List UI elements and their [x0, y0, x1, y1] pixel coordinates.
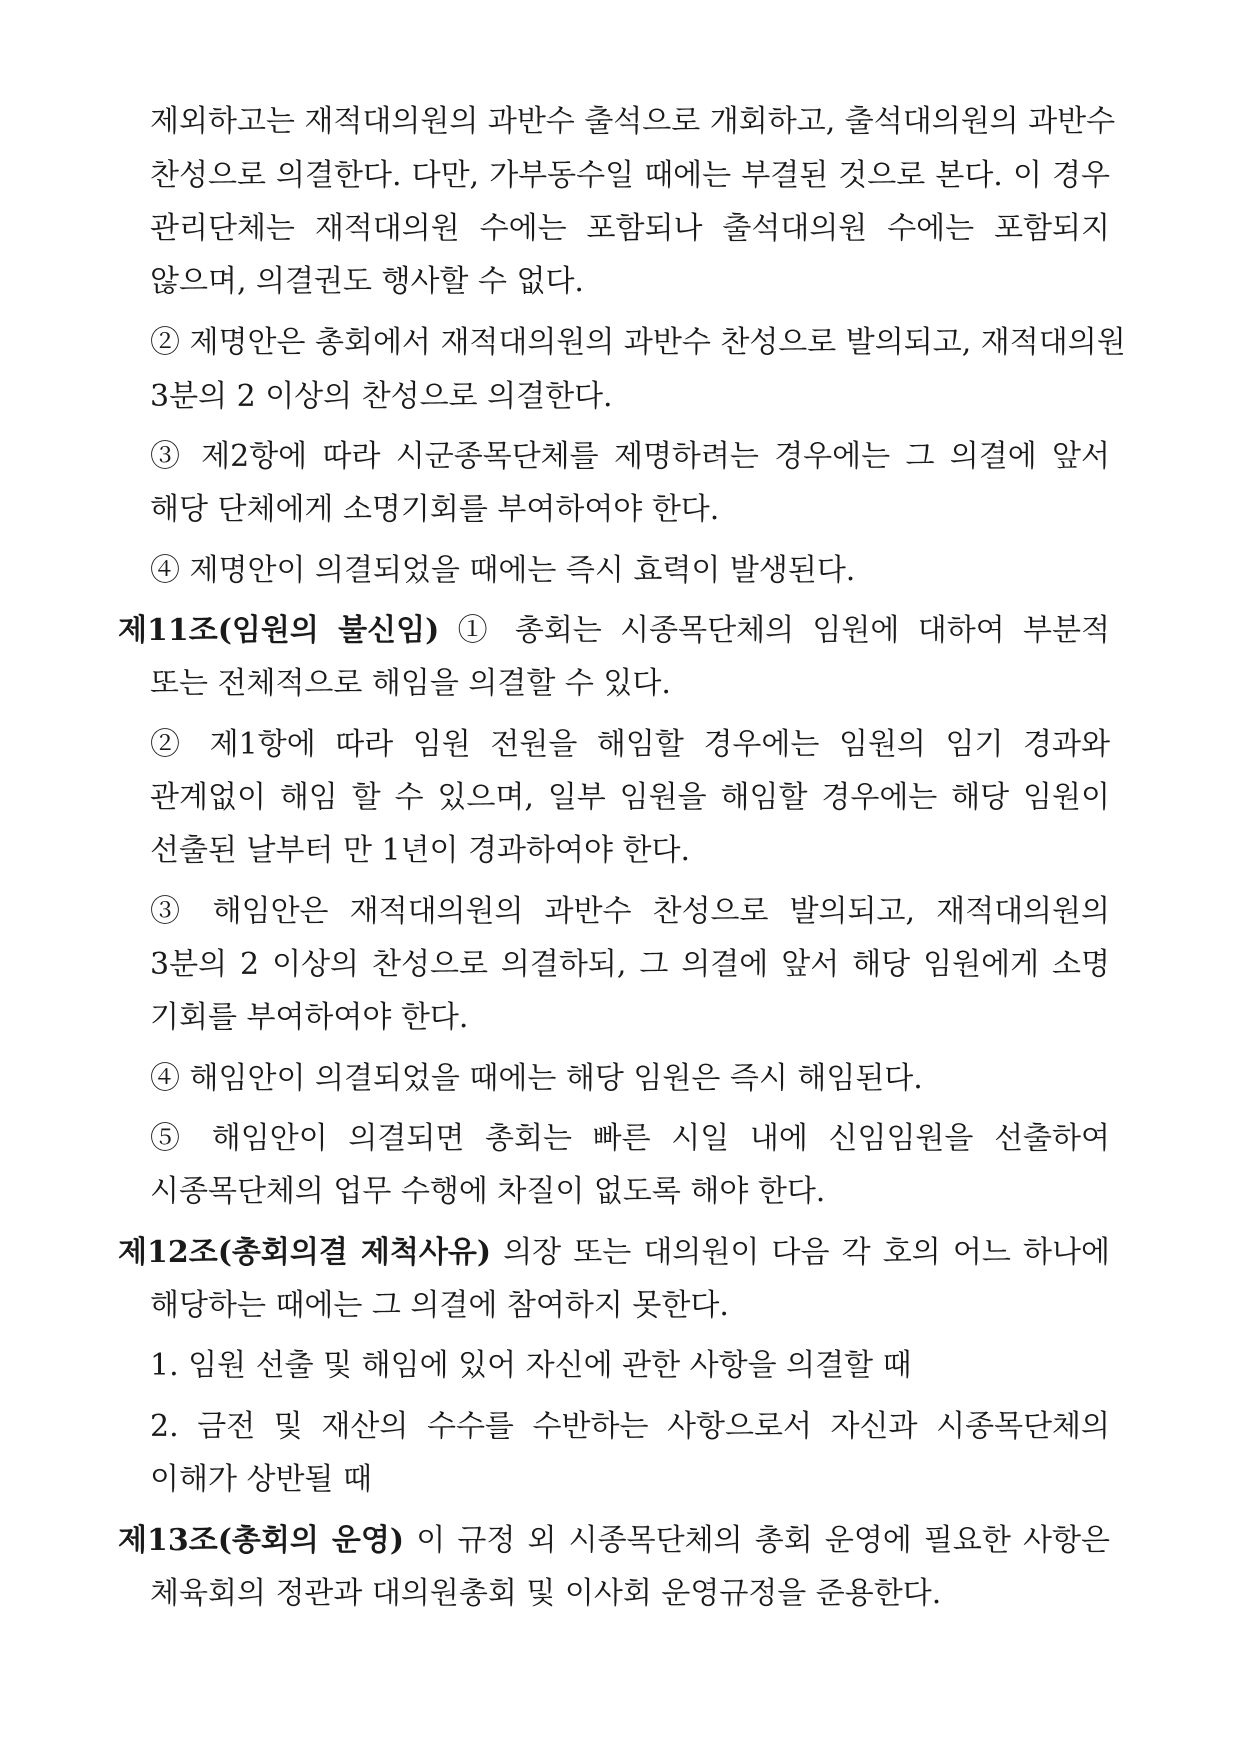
text-line: 3분의 2 이상의 찬성으로 의결하되, 그 의결에 앞서 해당 임원에게 소명 — [150, 947, 1110, 982]
article-12-text: 의장 또는 대의원이 다음 각 호의 어느 하나에 — [503, 1235, 1110, 1270]
text-line: 시종목단체의 업무 수행에 차질이 없도록 해야 한다. — [150, 1174, 826, 1209]
article-11 — [118, 611, 1110, 651]
paragraph-item-4: ④ 제명안이 의결되었을 때에는 즉시 효력이 발생된다. — [150, 553, 856, 588]
article-12-title: 제12조(총회의결 제척사유) — [118, 1235, 492, 1270]
article-11-title: 제11조(임원의 불신임) — [118, 613, 440, 648]
text-line: 또는 전체적으로 해임을 의결할 수 있다. — [150, 666, 671, 701]
text-line: 관리단체는 재적대의원 수에는 포함되나 출석대의원 수에는 포함되지 — [150, 211, 1110, 246]
paragraph-item-3: ③ 제2항에 따라 시군종목단체를 제명하려는 경우에는 그 의결에 앞서 — [150, 439, 1110, 474]
text-line: 해당하는 때에는 그 의결에 참여하지 못한다. — [150, 1288, 729, 1323]
text-line: 찬성으로 의결한다. 다만, 가부동수일 때에는 부결된 것으로 본다. 이 경우 — [150, 158, 1110, 193]
paragraph-item-4: ④ 해임안이 의결되었을 때에는 해당 임원은 즉시 해임된다. — [150, 1061, 923, 1096]
text-line: 선출된 날부터 만 1년이 경과하여야 한다. — [150, 833, 690, 868]
text-line: 않으며, 의결권도 행사할 수 없다. — [150, 264, 584, 299]
paragraph-item-3: ③ 해임안은 재적대의원의 과반수 찬성으로 발의되고, 재적대의원의 — [150, 894, 1110, 929]
text-line: 관계없이 해임 할 수 있으며, 일부 임원을 해임할 경우에는 해당 임원이 — [150, 780, 1110, 815]
article-13-text: 이 규정 외 시종목단체의 총회 운영에 필요한 사항은 — [416, 1523, 1110, 1558]
text-line: 제외하고는 재적대의원의 과반수 출석으로 개회하고, 출석대의원의 과반수 — [150, 104, 1116, 139]
list-item-1: 1. 임원 선출 및 해임에 있어 자신에 관한 사항을 의결할 때 — [150, 1348, 912, 1383]
text-line: 이해가 상반될 때 — [150, 1462, 372, 1497]
article-12 — [118, 1233, 1110, 1273]
text-line: 체육회의 정관과 대의원총회 및 이사회 운영규정을 준용한다. — [150, 1576, 942, 1611]
article-13-title: 제13조(총회의 운영) — [118, 1523, 405, 1558]
text-line: 해당 단체에게 소명기회를 부여하여야 한다. — [150, 492, 720, 527]
paragraph-item-2: ② 제1항에 따라 임원 전원을 해임할 경우에는 임원의 임기 경과와 — [150, 727, 1110, 762]
paragraph-item-2: ② 제명안은 총회에서 재적대의원의 과반수 찬성으로 발의되고, 재적대의원 — [150, 325, 1126, 360]
text-line: 기회를 부여하여야 한다. — [150, 1000, 469, 1035]
text-line: 3분의 2 이상의 찬성으로 의결한다. — [150, 379, 613, 414]
article-13 — [118, 1521, 1110, 1561]
paragraph-item-5: ⑤ 해임안이 의결되면 총회는 빠른 시일 내에 신임임원을 선출하여 — [150, 1121, 1110, 1156]
list-item-2: 2. 금전 및 재산의 수수를 수반하는 사항으로서 자신과 시종목단체의 — [150, 1409, 1110, 1444]
article-11-text: ① 총회는 시종목단체의 임원에 대하여 부분적 — [457, 613, 1110, 648]
